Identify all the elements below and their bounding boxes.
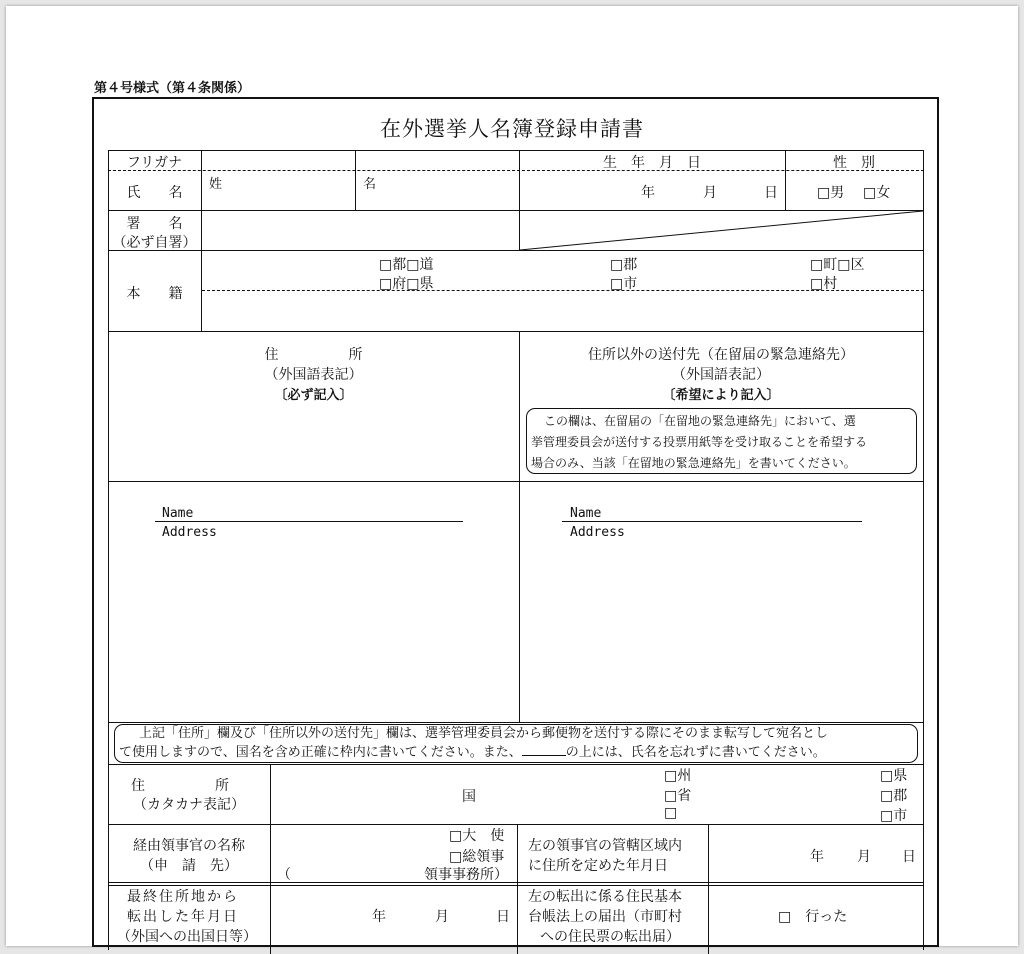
moveout-label-2: 転出した年月日 — [127, 909, 239, 925]
consul-general-checkbox[interactable]: □総領事 — [449, 849, 505, 865]
dob-month: 月 — [703, 185, 717, 201]
alt-address-optional-note: 〔希望により記入〕 — [662, 388, 780, 403]
moveout-day: 日 — [496, 909, 510, 925]
jurisdiction-year: 年 — [810, 849, 824, 865]
address-name-label: Name — [162, 506, 194, 521]
transcription-notice-line-2 — [119, 743, 913, 762]
katakana-address-label: 住 所 — [131, 778, 229, 794]
ken-checkbox[interactable]: □県 — [880, 768, 908, 784]
transcription-notice-line-2b: の上には、氏名を忘れずに書いてください。 — [565, 745, 826, 760]
shi-checkbox[interactable]: □市 — [610, 276, 638, 292]
blank-checkbox[interactable]: □ — [664, 805, 678, 821]
given-name-label: 名 — [363, 177, 377, 192]
mura-checkbox[interactable]: □村 — [810, 276, 838, 292]
sex-label: 性 別 — [833, 155, 875, 171]
alt-address-input-area[interactable] — [560, 540, 915, 715]
name-underline-sample — [522, 743, 566, 756]
moveout-done-checkbox[interactable]: □ 行った — [778, 909, 848, 925]
consular-office-label: 領事事務所） — [424, 867, 508, 883]
jurisdiction-day: 日 — [902, 849, 916, 865]
transcription-notice-line-2a: て使用しますので、国名を含め正確に枠内に書いてください。また、 — [119, 745, 522, 760]
shu-checkbox[interactable]: □州 — [664, 768, 692, 784]
alt-address-name-line — [562, 521, 862, 522]
transcription-notice-line-1: 上記「住所」欄及び「住所以外の送付先」欄は、選挙管理委員会から郵便物を送付する際にそのまま転写して宛名とし — [139, 726, 829, 741]
address-name-line — [155, 521, 463, 522]
alt-address-instruction-line-3: 場合のみ、当該「在留地の緊急連絡先」を書いてください。 — [531, 456, 856, 470]
katakana-gun-checkbox[interactable]: □郡 — [880, 788, 908, 804]
moveout-notice-2: 台帳法上の届出（市町村 — [528, 909, 682, 925]
sho-checkbox[interactable]: □省 — [664, 788, 692, 804]
moveout-year: 年 — [372, 909, 386, 925]
moveout-label-1: 最終住所地から — [127, 889, 239, 905]
signature-label: 署 名 — [126, 216, 183, 232]
signature-sublabel: （必ず自署） — [112, 235, 197, 251]
consul-name-input[interactable] — [290, 862, 420, 882]
alt-address-instruction-line-1: この欄は、在留届の「在留地の緊急連絡先」において、選 — [544, 414, 856, 428]
alt-address-address-label: Address — [570, 525, 625, 540]
form-title: 在外選挙人名簿登録申請書 — [380, 117, 644, 141]
moveout-month: 月 — [435, 909, 449, 925]
address-input-area[interactable] — [150, 540, 510, 715]
alt-address-subheading: （外国語表記） — [672, 367, 770, 383]
katakana-shi-checkbox[interactable]: □市 — [880, 808, 908, 824]
pref-checkbox-2[interactable]: □府□県 — [379, 276, 434, 292]
pref-checkbox-1[interactable]: □都□道 — [379, 257, 434, 273]
machi-ku-checkbox[interactable]: □町□区 — [810, 257, 865, 273]
dob-year: 年 — [641, 185, 655, 201]
name-label: 氏 名 — [126, 185, 183, 201]
consul-sublabel: （申 請 先） — [140, 858, 238, 874]
jurisdiction-month: 月 — [857, 849, 871, 865]
katakana-address-sublabel: （カタカナ表記） — [133, 797, 245, 813]
dob-day: 日 — [764, 185, 778, 201]
alt-address-instruction-line-2: 挙管理委員会が送付する投票用紙等を受け取ることを希望する — [531, 435, 868, 449]
ambassador-checkbox[interactable]: □大 使 — [449, 828, 505, 844]
alt-address-instruction-box — [526, 408, 917, 474]
consul-label: 経由領事官の名称 — [133, 838, 245, 854]
gun-checkbox[interactable]: □郡 — [610, 257, 638, 273]
address-required-note: 〔必ず記入〕 — [274, 388, 353, 403]
form-number: 第４号様式（第４条関係） — [94, 81, 251, 96]
alt-address-heading: 住所以外の送付先（在留届の緊急連絡先） — [588, 347, 854, 363]
jurisdiction-label-2: に住所を定めた年月日 — [528, 858, 668, 874]
diagonal-slash — [519, 210, 924, 251]
female-checkbox[interactable]: □女 — [863, 185, 891, 201]
dob-label: 生 年 月 日 — [603, 155, 701, 171]
moveout-notice-3: への住民票の転出届） — [540, 929, 680, 945]
moveout-label-3: （外国への出国日等） — [117, 929, 257, 945]
address-subheading: （外国語表記） — [264, 367, 363, 383]
country-label: 国 — [462, 789, 476, 805]
male-checkbox[interactable]: □男 — [817, 185, 845, 201]
address-address-label: Address — [162, 525, 217, 540]
jurisdiction-label-1: 左の領事官の管轄区域内 — [528, 838, 682, 854]
transcription-notice — [114, 724, 918, 763]
moveout-notice-1: 左の転出に係る住民基本 — [528, 889, 682, 905]
honseki-label: 本 籍 — [126, 286, 183, 302]
address-heading: 住 所 — [264, 347, 363, 363]
alt-address-name-label: Name — [570, 506, 602, 521]
furigana-label: フリガナ — [126, 155, 183, 171]
office-open-paren: （ — [277, 867, 291, 883]
surname-label: 姓 — [209, 177, 223, 192]
